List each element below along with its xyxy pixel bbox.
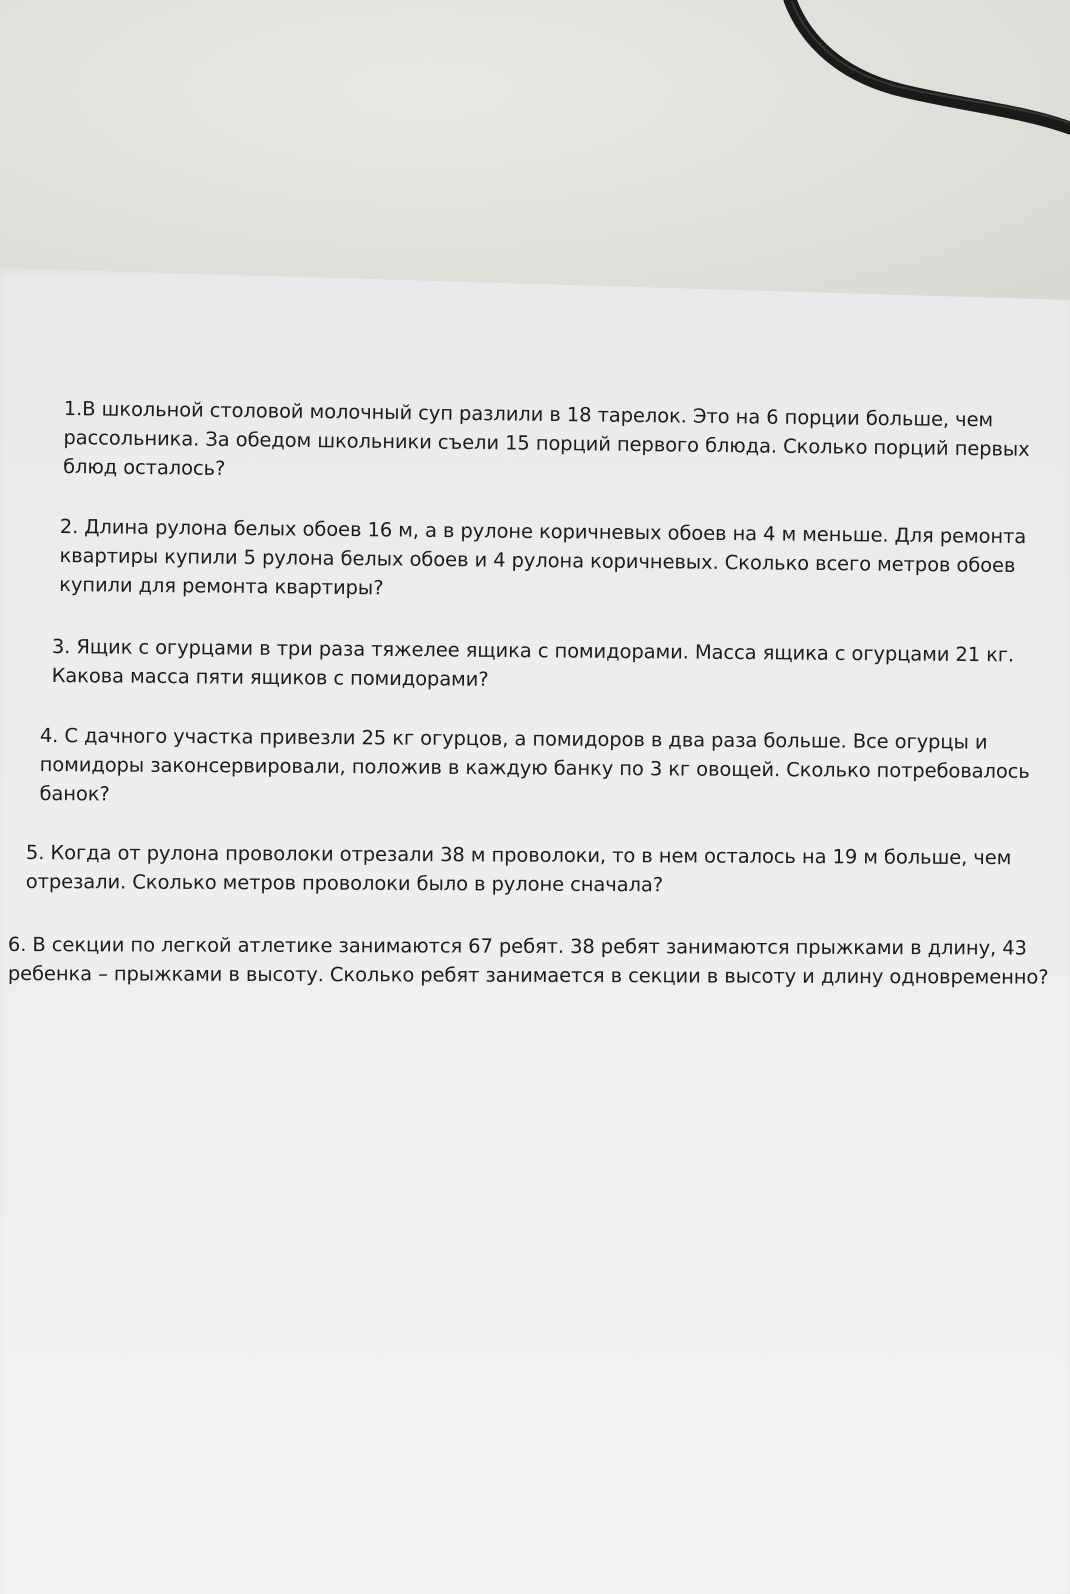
problem-6: 6. В секции по легкой атлетике занимаются 67 ребят. 38 ребят занимаются прыжками в длину, 43 ребенка – прыжками в высоту. Сколько ребят занимается в секции в высоту и длину одновременно? <box>7 933 1049 989</box>
problem-5: 5. Когда от рулона проволоки отрезали 38 м проволоки, то в нем осталось на 19 м больше, чем отрезали. Сколько метров проволоки было в рулоне сначала? <box>25 840 1012 897</box>
problem-4: 4. С дачного участка привезли 25 кг огурцов, а помидоров в два раза больше. Все огурцы и помидоры законсервировали, положив в каждую банку по 3 кг овощей. Сколько потребовалось банок? <box>39 723 1030 806</box>
problem-1: 1.В школьной столовой молочный суп разлили в 18 тарелок. Это на 6 порции больше, чем рассольника. За обедом школьники съели 15 порций первого блюда. Сколько порций первых блюд осталось? <box>62 396 1030 480</box>
cable-image <box>0 0 1070 300</box>
problem-2: 2. Длина рулона белых обоев 16 м, а в рулоне коричневых обоев на 4 м меньше. Для ремонта квартиры купили 5 рулона белых обоев и 4 рулона коричневых. Сколько всего метров обоев купили для ремонта квартиры? <box>59 514 1027 600</box>
problem-3: 3. Ящик с огурцами в три раза тяжелее ящика с помидорами. Масса ящика с огурцами 21 кг. Какова масса пяти ящиков с помидорами? <box>51 634 1015 691</box>
